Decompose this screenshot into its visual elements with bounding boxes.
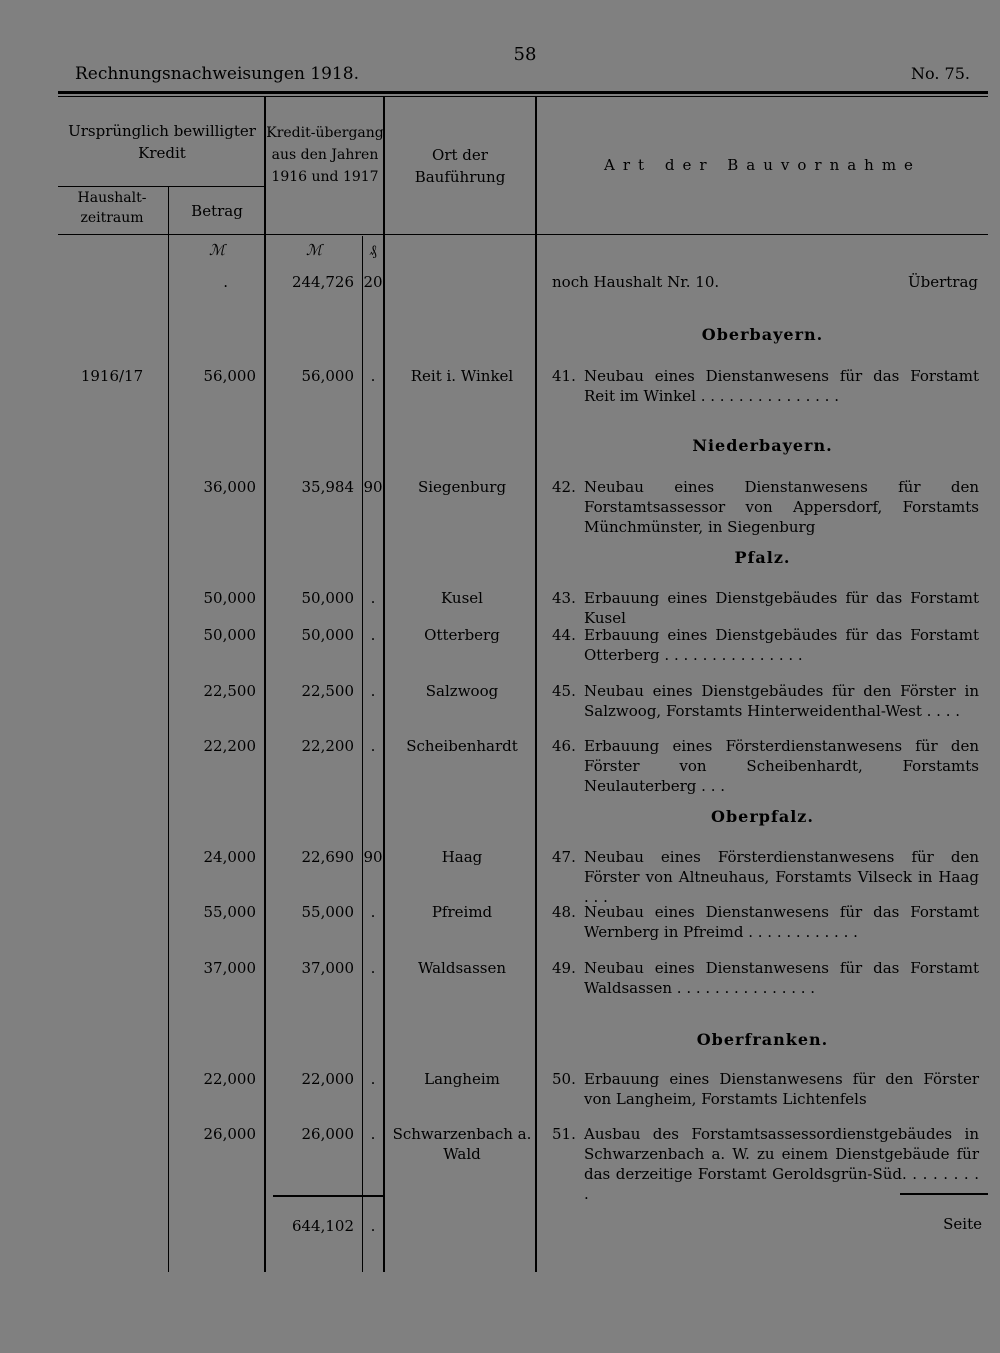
- section-heading-niederbayern: Niederbayern.: [692, 436, 833, 455]
- row-number: 44.: [552, 626, 576, 644]
- row-description: [552, 625, 982, 665]
- row-mark: 50,000: [301, 626, 354, 644]
- total-rule: [273, 1195, 385, 1197]
- row-ort: Salzwoog: [425, 682, 499, 700]
- row-text: Neubau eines Dienstgebäudes für den Förster in Salzwoog, Forstamts Hinterweidenthal-West . . . .: [584, 682, 979, 720]
- row-ort: Otterberg: [424, 626, 500, 644]
- unit-betrag: ℳ: [208, 241, 226, 259]
- row-mark: 55,000: [301, 903, 354, 921]
- running-title: Rechnungsnachweisungen 1918.: [75, 64, 359, 84]
- row-pf: .: [370, 589, 376, 607]
- row-ort: Haag: [441, 848, 483, 866]
- row-description: [552, 958, 982, 998]
- row-ort: Schwarzenbach a. Wald: [392, 1125, 532, 1163]
- row-number: 42.: [552, 478, 576, 496]
- row-haushalt: 1916/17: [80, 367, 144, 385]
- row-mark: 22,200: [301, 737, 354, 755]
- row-ort: Pfreimd: [431, 903, 493, 921]
- row-betrag: 22,200: [203, 737, 256, 755]
- row-text: Erbauung eines Dienstanwesens für den Förster von Langheim, Forstamts Lichtenfels: [584, 1070, 979, 1108]
- unit-pf: ₰: [369, 241, 377, 259]
- top-rule-thin: [58, 96, 988, 97]
- col-rule-4: [383, 97, 385, 1272]
- row-number: 50.: [552, 1070, 576, 1088]
- row-description: [552, 366, 982, 406]
- row-pf: .: [370, 682, 376, 700]
- row-number: 51.: [552, 1125, 576, 1143]
- row-ort: Waldsassen: [417, 959, 507, 977]
- section-heading-oberbayern: Oberbayern.: [701, 325, 824, 344]
- row-description: [552, 1069, 982, 1109]
- row-betrag: 36,000: [203, 478, 256, 496]
- row-pf: .: [370, 1125, 376, 1143]
- row-text: Neubau eines Dienstanwesens für den Forstamtsassessor von Appersdorf, Forstamts Münchmünster, in Siegenburg: [584, 478, 979, 536]
- row-number: 48.: [552, 903, 576, 921]
- col-rule-5: [535, 97, 537, 1272]
- header-bottom-rule: [58, 234, 988, 235]
- row-text: Erbauung eines Dienstgebäudes für das Forstamt Otterberg . . . . . . . . . . . . . . .: [584, 626, 979, 664]
- row-pf: .: [370, 959, 376, 977]
- page-number: 58: [513, 44, 537, 65]
- row-mark: 35,984: [301, 478, 354, 496]
- row-text: Neubau eines Dienstanwesens für das Forstamt Reit im Winkel . . . . . . . . . . . . . . .: [584, 367, 979, 405]
- section-heading-oberpfalz: Oberpfalz.: [711, 807, 814, 826]
- total-label: Seite: [943, 1215, 982, 1233]
- row-betrag: 24,000: [203, 848, 256, 866]
- row-number: 47.: [552, 848, 576, 866]
- row-pf: .: [370, 367, 376, 385]
- row-text: Neubau eines Dienstanwesens für das Forstamt Waldsassen . . . . . . . . . . . . . . .: [584, 959, 979, 997]
- row-pf: .: [370, 626, 376, 644]
- row-number: 41.: [552, 367, 576, 385]
- col-header-betrag: Betrag: [191, 202, 243, 220]
- total-mark: 644,102: [291, 1217, 354, 1235]
- carry-label: Übertrag: [907, 273, 978, 291]
- col-header-credit: Ursprünglich bewilligter Kredit: [68, 122, 256, 162]
- row-betrag: 55,000: [203, 903, 256, 921]
- carry-mark: 244,726: [291, 273, 354, 291]
- row-mark: 22,500: [301, 682, 354, 700]
- section-heading-pfalz: Pfalz.: [734, 548, 791, 567]
- row-number: 45.: [552, 682, 576, 700]
- row-mark: 22,690: [301, 848, 354, 866]
- top-rule: [58, 91, 988, 94]
- row-text: Erbauung eines Försterdienstanwesens für den Förster von Scheibenhardt, Forstamts Neulauterberg . . .: [584, 737, 979, 795]
- document-number: No. 75.: [911, 64, 970, 83]
- row-number: 49.: [552, 959, 576, 977]
- row-description: [552, 588, 982, 628]
- col-header-haushalt: Haushalt-zeitraum: [77, 190, 147, 226]
- total-pf: .: [370, 1217, 376, 1235]
- row-betrag: 26,000: [203, 1125, 256, 1143]
- row-text: Neubau eines Försterdienstanwesens für den Förster von Altneuhaus, Forstamts Vilseck in Haag . . .: [584, 848, 979, 906]
- col-header-ort: Ort der Bauführung: [414, 146, 506, 186]
- row-ort: Langheim: [424, 1070, 500, 1088]
- section-heading-oberfranken: Oberfranken.: [696, 1030, 829, 1049]
- row-description: [552, 902, 982, 942]
- subheader-rule: [58, 186, 264, 187]
- row-ort: Kusel: [441, 589, 483, 607]
- row-mark: 50,000: [301, 589, 354, 607]
- row-text: Neubau eines Dienstanwesens für das Forstamt Wernberg in Pfreimd . . . . . . . . . . . .: [584, 903, 979, 941]
- row-betrag: 50,000: [203, 589, 256, 607]
- carry-text: noch Haushalt Nr. 10.: [552, 273, 720, 291]
- row-description: [552, 1124, 982, 1204]
- row-number: 43.: [552, 589, 576, 607]
- row-pf: .: [370, 1070, 376, 1088]
- row-description: [552, 847, 982, 907]
- row-description: [552, 477, 982, 537]
- carry-betrag: .: [223, 273, 228, 291]
- col-header-kredit: Kredit-übergang aus den Jahren 1916 und 1917: [266, 125, 384, 185]
- row-description: [552, 736, 982, 796]
- unit-mark: ℳ: [305, 241, 323, 259]
- row-text: Erbauung eines Dienstgebäudes für das Forstamt Kusel: [584, 589, 979, 627]
- row-betrag: 22,000: [203, 1070, 256, 1088]
- row-betrag: 50,000: [203, 626, 256, 644]
- col-rule-1: [168, 186, 169, 1272]
- row-mark: 22,000: [301, 1070, 354, 1088]
- row-pf: 90: [363, 478, 383, 496]
- seite-rule: [900, 1193, 988, 1195]
- col-header-art: Art der Bauvornahme: [604, 156, 921, 174]
- row-pf: .: [370, 903, 376, 921]
- row-pf: 90: [363, 848, 383, 866]
- row-mark: 26,000: [301, 1125, 354, 1143]
- row-mark: 56,000: [301, 367, 354, 385]
- row-ort: Siegenburg: [417, 478, 507, 496]
- row-betrag: 56,000: [203, 367, 256, 385]
- row-text: Ausbau des Forstamtsassessordienstgebäudes in Schwarzenbach a. W. zu einem Dienstgebäude für das derzeitige Forstamt Geroldsgrün-Süd. . . . . . . . .: [584, 1125, 979, 1203]
- row-mark: 37,000: [301, 959, 354, 977]
- carry-pf: 20: [363, 273, 383, 291]
- row-ort: Reit i. Winkel: [410, 367, 514, 385]
- row-betrag: 37,000: [203, 959, 256, 977]
- row-description: [552, 681, 982, 721]
- row-number: 46.: [552, 737, 576, 755]
- row-pf: .: [370, 737, 376, 755]
- row-ort: Scheibenhardt: [406, 737, 518, 755]
- row-betrag: 22,500: [203, 682, 256, 700]
